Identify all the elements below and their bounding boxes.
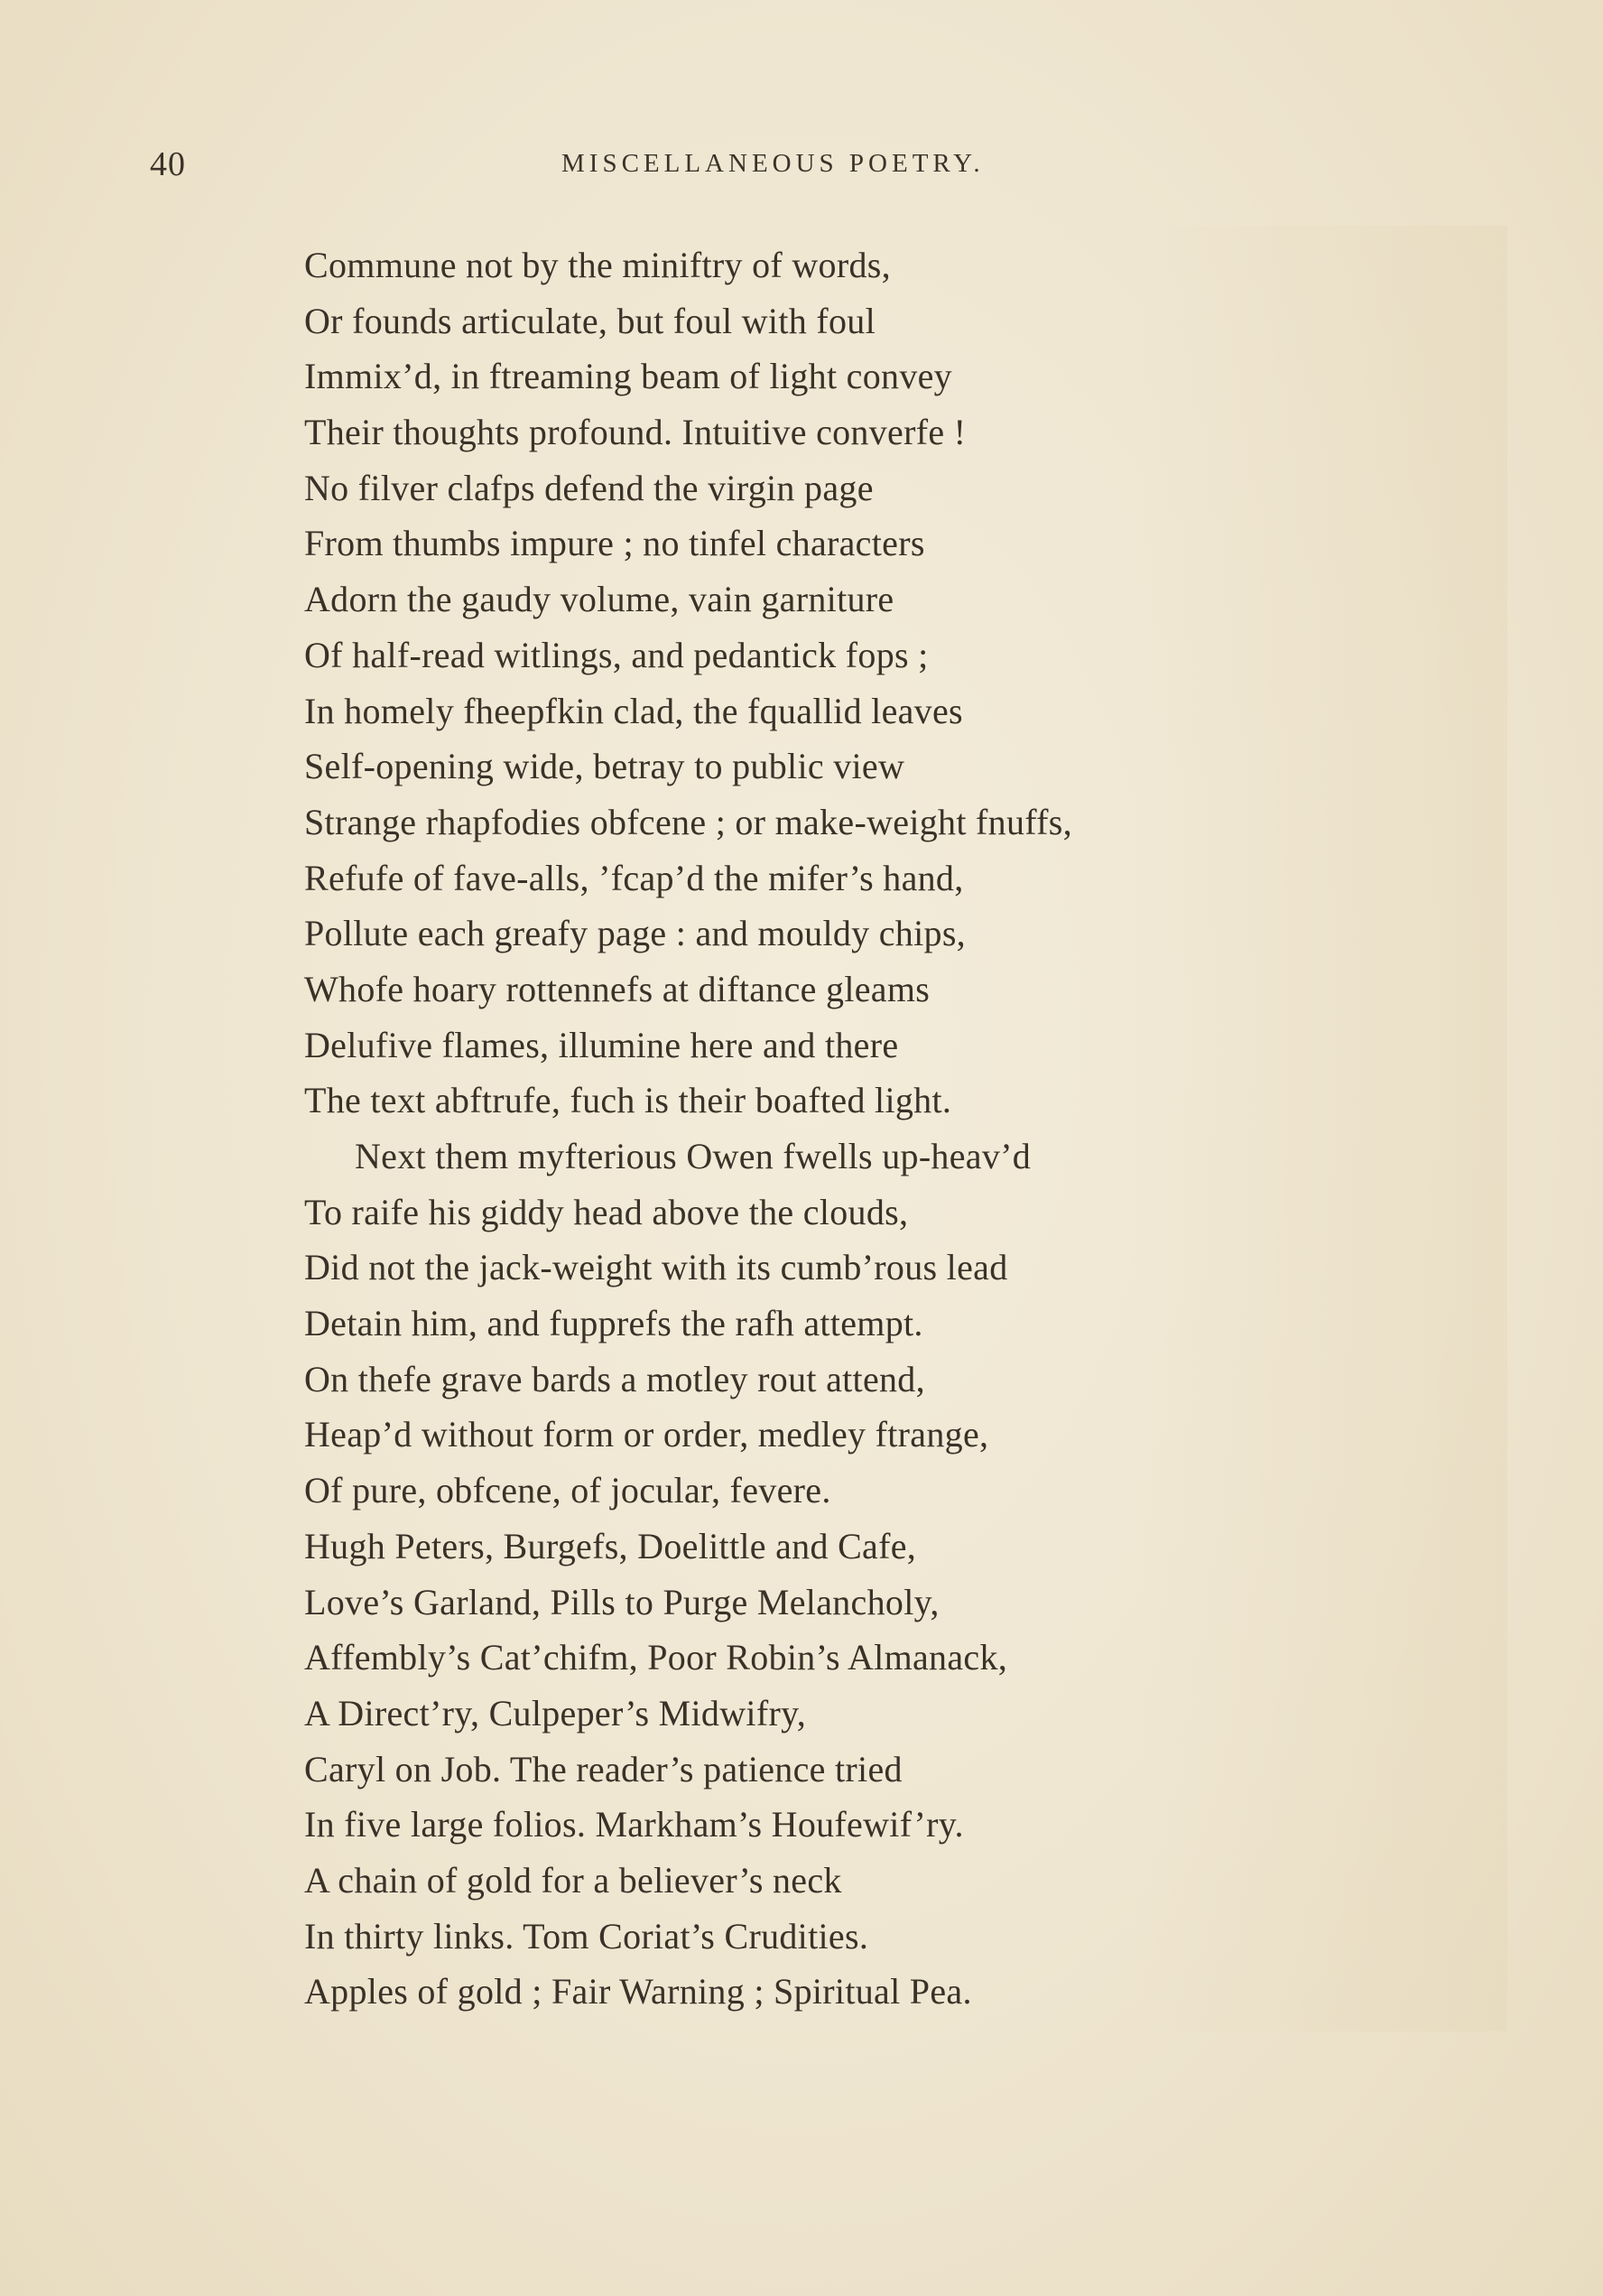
poem-line: Self-opening wide, betray to public view bbox=[304, 746, 905, 787]
poem-line: Or founds articulate, but foul with foul bbox=[304, 300, 876, 341]
poem-line: Heap’d without form or order, medley ftrange, bbox=[304, 1414, 989, 1455]
poem-line: Immix’d, in ftreaming beam of light convey bbox=[304, 356, 952, 397]
poem-line: Refufe of fave-alls, ’fcap’d the mifer’s hand, bbox=[304, 857, 964, 898]
poem-text bbox=[304, 237, 1261, 2020]
poem-line: Hugh Peters, Burgefs, Doelittle and Cafe, bbox=[304, 1525, 917, 1566]
poem-line: Affembly’s Cat’chifm, Poor Robin’s Almanack, bbox=[304, 1637, 1008, 1678]
poem-line: No filver clafps defend the virgin page bbox=[304, 467, 874, 508]
poem-line: Whofe hoary rottennefs at diftance gleams bbox=[304, 968, 931, 1009]
poem-line: From thumbs impure ; no tinfel characters bbox=[304, 523, 925, 564]
poem-line: Caryl on Job. The reader’s patience tried bbox=[304, 1748, 903, 1789]
page-number: 40 bbox=[150, 145, 186, 183]
poem-line: Did not the jack-weight with its cumb’rous lead bbox=[304, 1247, 1008, 1288]
poem-line: Delufive flames, illumine here and there bbox=[304, 1024, 899, 1065]
poem-line: In five large folios. Markham’s Houfewif’ry. bbox=[304, 1804, 964, 1845]
poem-line: Adorn the gaudy volume, vain garniture bbox=[304, 579, 894, 620]
poem-line: A Direct’ry, Culpeper’s Midwifry, bbox=[304, 1692, 807, 1734]
poem-line: Of half-read witlings, and pedantick fops ; bbox=[304, 634, 929, 675]
poem-line: On thefe grave bards a motley rout attend, bbox=[304, 1358, 925, 1399]
running-title: MISCELLANEOUS POETRY. bbox=[561, 149, 985, 178]
poem-line: Of pure, obfcene, of jocular, fevere. bbox=[304, 1470, 831, 1511]
poem-line: A chain of gold for a believer’s neck bbox=[304, 1859, 842, 1901]
poem-line: Apples of gold ; Fair Warning ; Spiritual Pea. bbox=[304, 1971, 972, 2012]
poem-line: In homely fheepfkin clad, the fquallid leaves bbox=[304, 690, 963, 731]
poem-line: Commune not by the miniftry of words, bbox=[304, 245, 891, 285]
poem-line: Pollute each greafy page : and mouldy chips, bbox=[304, 913, 966, 954]
poem-line: Their thoughts profound. Intuitive converfe ! bbox=[304, 412, 967, 453]
poem-line: To raife his giddy head above the clouds, bbox=[304, 1191, 909, 1232]
poem-line: Detain him, and fupprefs the rafh attempt. bbox=[304, 1303, 923, 1344]
poem-line: Love’s Garland, Pills to Purge Melancholy, bbox=[304, 1581, 940, 1622]
poem-line: The text abftrufe, fuch is their boafted light. bbox=[304, 1080, 952, 1121]
poem-line: Next them myfterious Owen fwells up-heav’d bbox=[355, 1136, 1032, 1176]
poem-line: In thirty links. Tom Coriat’s Crudities. bbox=[304, 1915, 869, 1957]
poem-line: Strange rhapfodies obfcene ; or make-weight fnuffs, bbox=[304, 801, 1072, 842]
